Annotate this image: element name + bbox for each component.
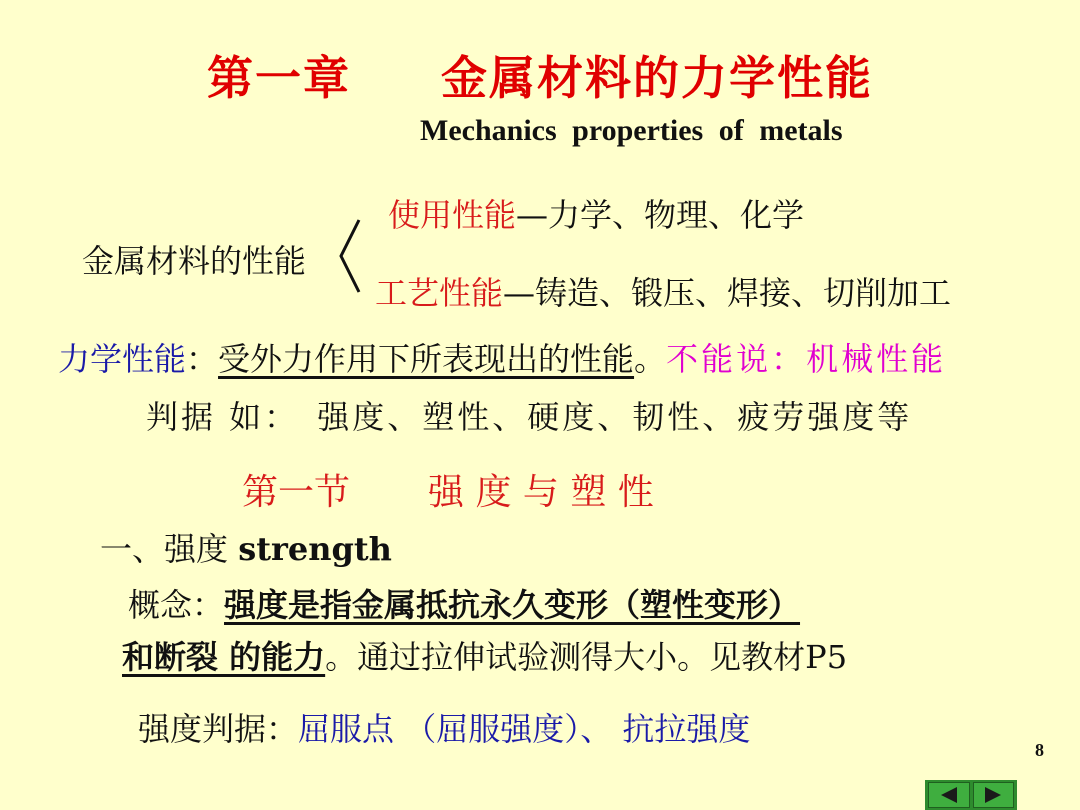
- strength-heading: [100, 524, 392, 570]
- concept-tail: 。通过拉伸试验测得大小。见教材P5: [325, 638, 848, 676]
- classification-branch-process: [375, 268, 951, 314]
- strength-heading-en: strength: [238, 530, 392, 568]
- section-number: 第一节: [242, 472, 351, 513]
- triangle-right-icon: [981, 786, 1005, 804]
- strength-criteria: [138, 704, 750, 750]
- classification-root: 金属材料的性能: [82, 242, 307, 280]
- definition-term: 力学性能: [58, 340, 187, 378]
- definition-warning: 不能说：机械性能: [666, 340, 947, 378]
- concept-line-2: [122, 632, 847, 678]
- strength-criteria-label: 强度判据：: [138, 710, 299, 748]
- criteria-items: 强度、塑性、硬度、韧性、疲劳强度等: [317, 398, 913, 436]
- english-subtitle: Mechanics properties of metals: [420, 114, 843, 147]
- triangle-left-icon: [937, 786, 961, 804]
- slide-title: [0, 42, 1080, 108]
- branch-process-term: 工艺性能: [375, 274, 504, 312]
- next-slide-button[interactable]: [973, 782, 1015, 808]
- definition-text: 受外力作用下所表现出的性能: [218, 340, 635, 378]
- branch-process-rest: —铸造、锻压、焊接、切削加工: [503, 274, 952, 312]
- page-number: 8: [1035, 740, 1044, 760]
- section-heading: [242, 464, 654, 515]
- concept-line-1: [128, 580, 800, 626]
- section-title: 强 度 与 塑 性: [428, 472, 654, 513]
- brace-icon: [335, 218, 363, 294]
- criteria-line: [146, 392, 912, 438]
- mechanical-property-definition: [58, 334, 946, 380]
- concept-label: 概念：: [128, 586, 225, 624]
- criteria-label: 判据 如：: [146, 398, 300, 436]
- definition-colon: ：: [186, 340, 219, 378]
- chapter-name: 金属材料的力学性能: [441, 51, 873, 105]
- concept-definition-part2: 和断裂 的能力: [122, 638, 326, 676]
- definition-period: 。: [634, 340, 667, 378]
- branch-use-term: 使用性能: [388, 196, 517, 234]
- classification-branch-use: [388, 190, 804, 236]
- previous-slide-button[interactable]: [928, 782, 970, 808]
- strength-heading-cn: 一、强度: [100, 530, 229, 568]
- chapter-number: 第一章: [207, 51, 351, 105]
- strength-criteria-value: 屈服点 （屈服强度）、 抗拉强度: [298, 710, 751, 748]
- concept-definition-part1: 强度是指金属抵抗永久变形（塑性变形）: [224, 586, 801, 624]
- branch-use-rest: —力学、物理、化学: [516, 196, 805, 234]
- slide-navigation: [925, 780, 1017, 810]
